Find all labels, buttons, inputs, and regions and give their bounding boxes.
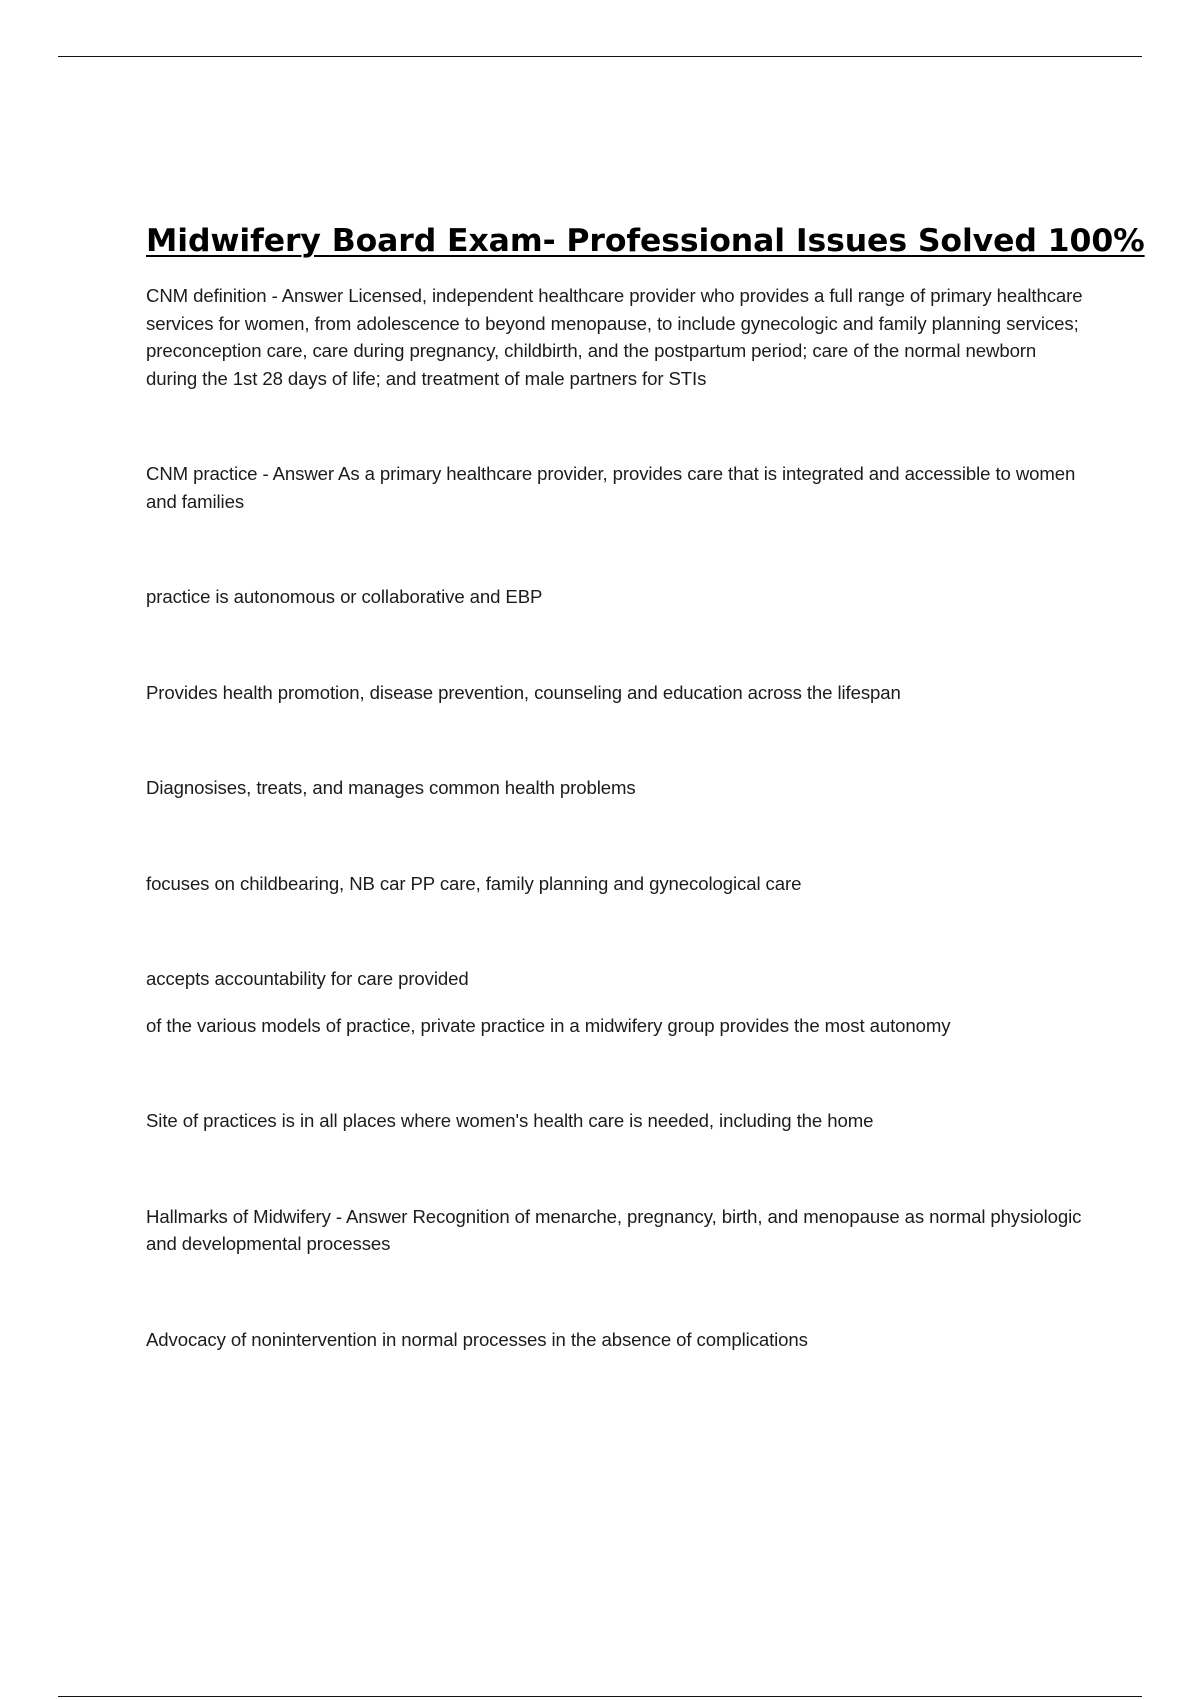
paragraph-autonomous-practice: practice is autonomous or collaborative and EBP xyxy=(146,586,543,607)
paragraph-cnm-definition: CNM definition - Answer Licensed, independent healthcare provider who provides a full range of primary healthcare services for women, from adolescence to beyond menopause, to include gynecologic and family planning services; preconception care, care during pregnancy, childbirth, and the postpartum period; care of the normal newborn during the 1st 28 days of life; and treatment of male partners for STIs xyxy=(146,285,1083,389)
paragraph-childbearing-focus: focuses on childbearing, NB car PP care, family planning and gynecological care xyxy=(146,872,802,894)
paragraph-accountability: accepts accountability for care provided xyxy=(146,968,469,989)
paragraph-diagnoses: Diagnosises, treats, and manages common health problems xyxy=(146,777,636,798)
paragraph-practice-models: of the various models of practice, private practice in a midwifery group provides the most autonomy xyxy=(146,1014,951,1036)
footer-rule xyxy=(58,1696,1142,1697)
paragraph-hallmarks: Hallmarks of Midwifery - Answer Recognition of menarche, pregnancy, birth, and menopause as normal physiologic and developmental processes xyxy=(146,1205,1082,1254)
paragraph-practice-sites: Site of practices is in all places where women's health care is needed, including the home xyxy=(146,1110,874,1131)
paragraph-cnm-practice: CNM practice - Answer As a primary healthcare provider, provides care that is integrated and accessible to women and families xyxy=(146,463,1076,512)
header-rule xyxy=(58,56,1142,57)
document-body xyxy=(146,220,1145,1353)
document-title: Midwifery Board Exam- Professional Issues Solved 100% xyxy=(146,223,1145,259)
paragraph-health-promotion: Provides health promotion, disease prevention, counseling and education across the lifespan xyxy=(146,681,901,703)
paragraph-nonintervention: Advocacy of nonintervention in normal processes in the absence of complications xyxy=(146,1328,808,1350)
